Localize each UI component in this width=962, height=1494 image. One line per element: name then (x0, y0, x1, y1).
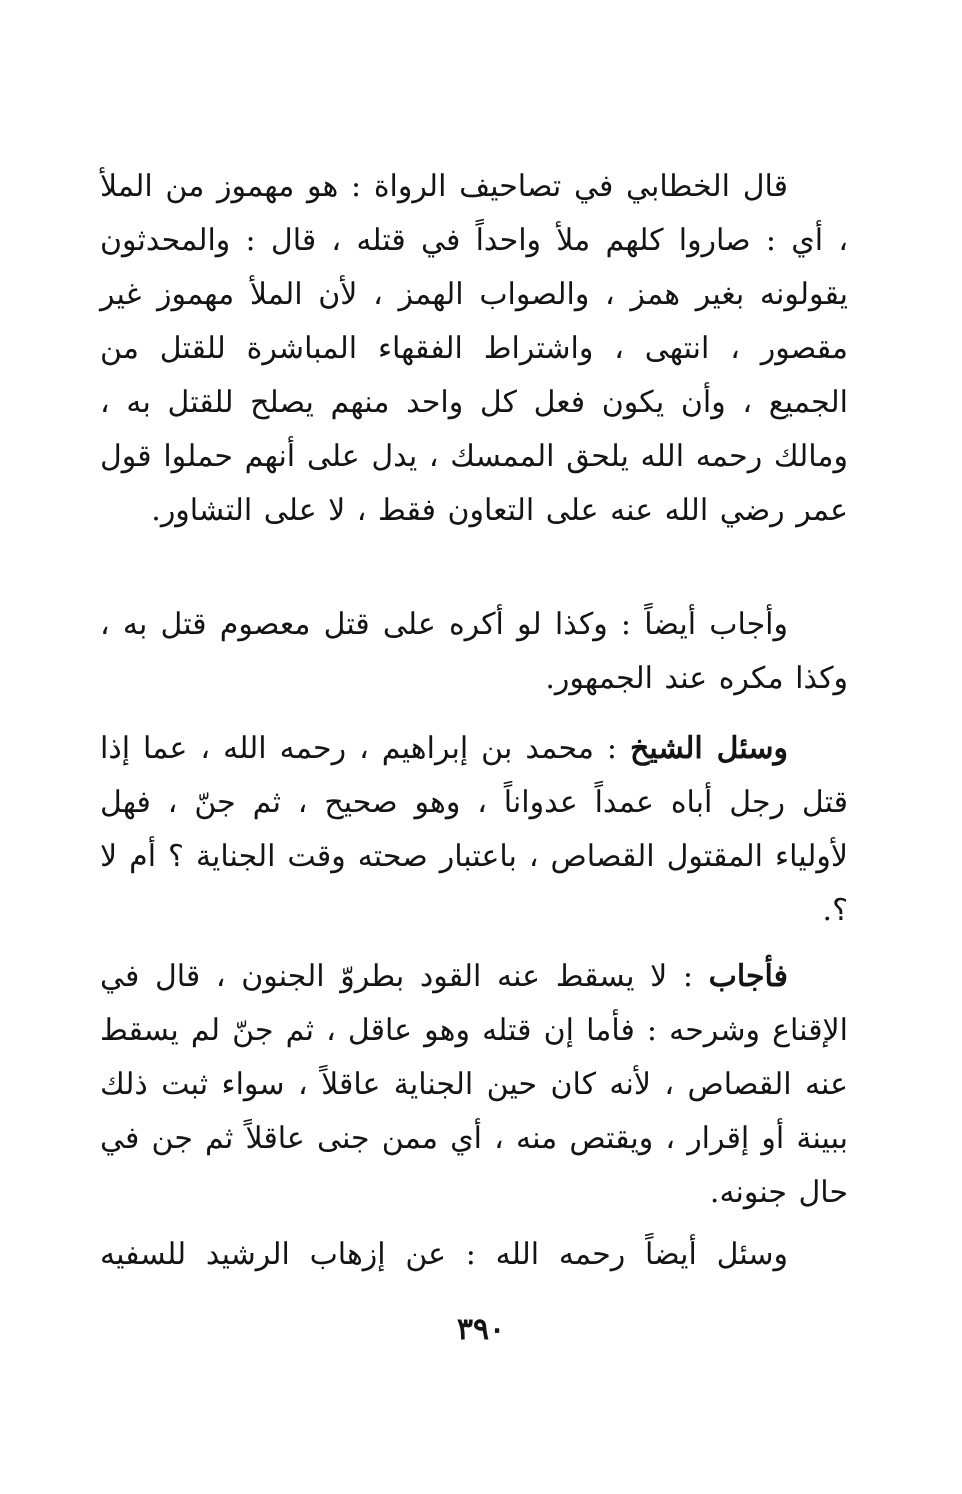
paragraph-text: وأجاب أيضاً : وكذا لو أكره على قتل معصوم قتل به ، وكذا مكره عند الجمهور. (100, 607, 848, 696)
paragraph-question-shaykh (100, 722, 848, 938)
paragraph-lead-bold: وسئل الشيخ (630, 731, 788, 766)
paragraph-answer-coercion (100, 598, 848, 706)
paragraph-lead-bold: فأجاب (708, 959, 788, 994)
paragraph-khattabi-quote (100, 160, 848, 538)
page-number: ٣٩٠ (456, 1312, 506, 1347)
paragraph-text: قال الخطابي في تصاحيف الرواة : هو مهموز من الملأ ، أي : صاروا كلهم ملأ واحداً في قتله ، قال : والمحدثون يقولونه بغير همز ، والصواب الهمز ، لأن الملأ مهموز غير مقصور ، انتهى ، واشتراط الفقهاء المباشرة للقتل من الجميع ، وأن يكون فعل كل واحد منهم يصلح للقتل به ، ومالك رحمه الله يلحق الممسك ، يدل على أنهم حملوا قول عمر رضي الله عنه على التعاون فقط ، لا على التشاور. (100, 169, 848, 528)
paragraph-answer-insanity (100, 950, 848, 1220)
paragraph-text: وسئل أيضاً رحمه الله : عن إزهاب الرشيد للسفيه (100, 1237, 788, 1272)
paragraph-text: : محمد بن إبراهيم ، رحمه الله ، عما إذا قتل رجل أباه عمداً عدواناً ، وهو صحيح ، ثم جنّ ، فهل لأولياء المقتول القصاص ، باعتبار صحته وقت الجناية ؟ أم لا ؟. (100, 731, 848, 928)
paragraph-question-continues (100, 1228, 848, 1282)
paragraph-text: : لا يسقط عنه القود بطروّ الجنون ، قال في الإقناع وشرحه : فأما إن قتله وهو عاقل ، ثم جنّ لم يسقط عنه القصاص ، لأنه كان حين الجناية عاقلاً ، سواء ثبت ذلك ببينة أو إقرار ، ويقتص منه ، أي ممن جنى عاقلاً ثم جن في حال جنونه. (100, 959, 848, 1210)
